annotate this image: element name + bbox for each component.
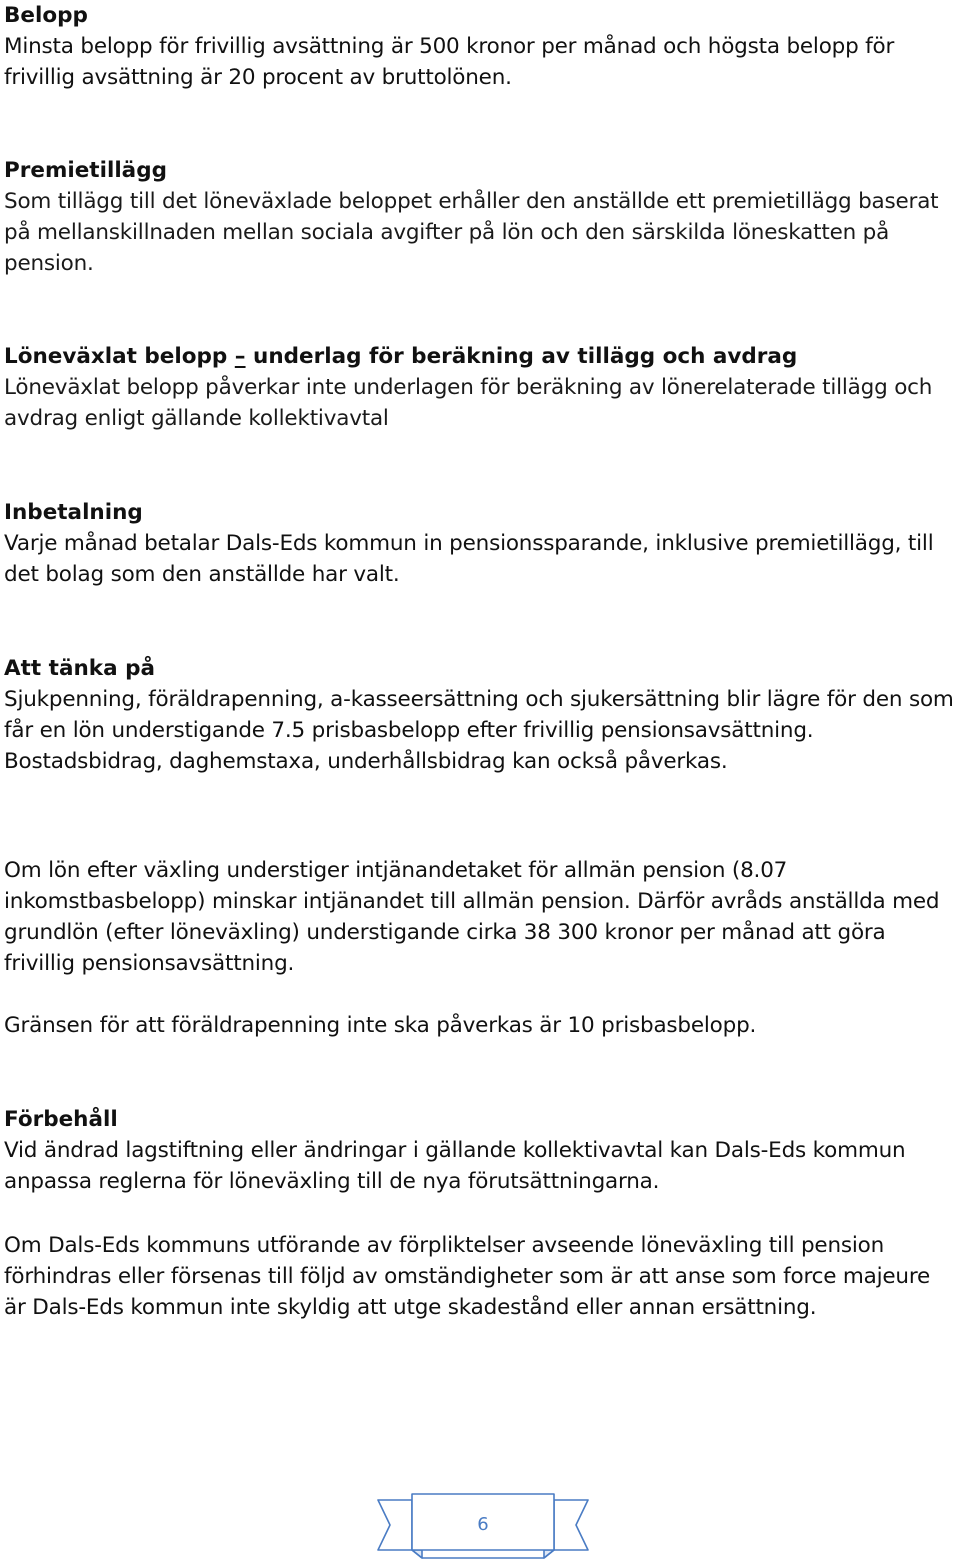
section-att-tanka-pa [4, 653, 958, 777]
heading-dash: – [234, 344, 246, 369]
section-body: Vid ändrad lagstiftning eller ändringar i gällande kollektivavtal kan Dals-Eds kommun anpassa reglerna för löneväxling till de nya förutsättningarna. [4, 1138, 906, 1194]
section-premietillagg [4, 155, 958, 279]
page-number-footer [376, 1492, 590, 1560]
section-heading: Att tänka på [4, 656, 155, 681]
section-inbetalning [4, 497, 958, 590]
heading-part: underlag för beräkning av tillägg och avdrag [245, 344, 798, 369]
section-heading: Belopp [4, 3, 88, 28]
section-heading [4, 341, 958, 372]
section-body: Varje månad betalar Dals-Eds kommun in pensionssparande, inklusive premietillägg, till det bolag som den anställde har valt. [4, 531, 934, 587]
section-belopp [4, 0, 958, 93]
section-heading: Premietillägg [4, 158, 167, 183]
section-heading: Förbehåll [4, 1107, 118, 1132]
section-om-dals-eds [4, 1230, 958, 1323]
section-body: Löneväxlat belopp påverkar inte underlagen för beräkning av lönerelaterade tillägg och avdrag enligt gällande kollektivavtal [4, 375, 933, 431]
section-gransen [4, 1010, 756, 1041]
section-om-lon [4, 855, 958, 979]
section-body: Som tillägg till det löneväxlade beloppet erhåller den anställde ett premietillägg baserat på mellanskillnaden mellan sociala avgifter på lön och den särskilda löneskatten på pension. [4, 189, 939, 276]
section-heading: Inbetalning [4, 500, 143, 525]
section-body: Om lön efter växling understiger intjänandetaket för allmän pension (8.07 inkomstbasbelopp) minskar intjänandet till allmän pension. Därför avråds anställda med grundlön (efter löneväxling) understigande cirka 38 300 kronor per månad att göra frivillig pensionsavsättning. [4, 858, 940, 976]
heading-part: Löneväxlat belopp [4, 344, 228, 369]
section-forbehall [4, 1104, 958, 1197]
section-body: Minsta belopp för frivillig avsättning är 500 kronor per månad och högsta belopp för frivillig avsättning är 20 procent av bruttolönen. [4, 34, 895, 90]
section-body: Om Dals-Eds kommuns utförande av förpliktelser avseende löneväxling till pension förhindras eller försenas till följd av omständigheter som är att anse som force majeure är Dals-Eds kommun inte skyldig att utge skadestånd eller annan ersättning. [4, 1233, 931, 1320]
page-number: 6 [477, 1514, 489, 1535]
section-body: Gränsen för att föräldrapenning inte ska påverkas är 10 prisbasbelopp. [4, 1013, 757, 1038]
section-lonevaxlat-belopp [4, 341, 958, 434]
section-body: Sjukpenning, föräldrapenning, a-kasseersättning och sjukersättning blir lägre för den som får en lön understigande 7.5 prisbasbelopp efter frivillig pensionsavsättning. Bostadsbidrag, daghemstaxa, underhållsbidrag kan också påverkas. [4, 687, 954, 774]
